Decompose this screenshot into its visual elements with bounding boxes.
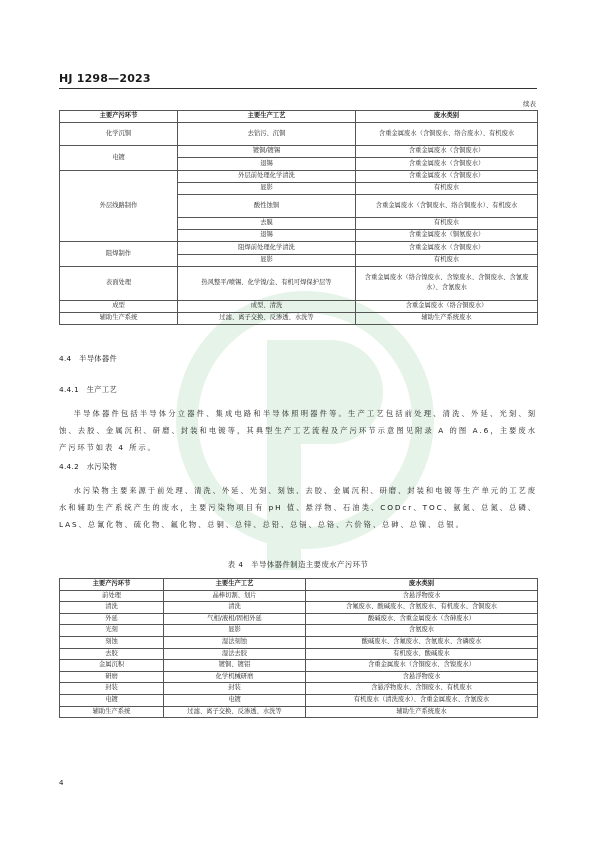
table-row (60, 625, 538, 637)
table-cell: 湿法刻蚀 (164, 636, 306, 648)
table-row (60, 312, 538, 324)
table-cell: 晶棒切割、划片 (164, 590, 306, 602)
table-cell: 电镀 (164, 694, 306, 706)
table-cell: 显影 (178, 254, 356, 266)
table-cell: 去膜 (178, 217, 356, 229)
table-cell: 含重金属废水（含铜废水） (356, 158, 538, 170)
column-header: 主要产污环节 (60, 579, 164, 591)
table-cell: 光刻 (60, 625, 164, 637)
table-cell: 电镀 (60, 146, 178, 170)
table-row (60, 613, 538, 625)
table-cell: 辅助生产系统 (60, 706, 164, 718)
table-cell: 酸碱废水、含氟废水、含氨废水、含磷废水 (306, 636, 538, 648)
table-cell: 外延 (60, 613, 164, 625)
table-cell: 有机废水、酸碱废水 (306, 648, 538, 660)
table-row (60, 590, 538, 602)
table-cell: 有机废水 (356, 217, 538, 229)
table-cell: 化学沉铜 (60, 123, 178, 146)
table-cell: 热风整平/喷锡、化学镍/金、有机可焊保护层等 (178, 266, 356, 300)
table-cell: 清洗 (60, 602, 164, 614)
table-row (60, 266, 538, 300)
table-cell: 去钻污、沉铜 (178, 123, 356, 146)
table-cell: 封装 (164, 683, 306, 695)
table-row (60, 683, 538, 695)
table-row (60, 671, 538, 683)
table-continued-label: 续表 (523, 100, 536, 108)
table-cell: 镀铜/镀锡 (178, 146, 356, 158)
table-cell: 气相/液相/固相外延 (164, 613, 306, 625)
table-cell: 含重金属废水（含铜废水） (356, 146, 538, 158)
table-cell: 含重金属废水（含铜废水） (356, 170, 538, 182)
table-cell: 化学机械研磨 (164, 671, 306, 683)
table-cell: 有机废水 (356, 182, 538, 194)
table-cell: 含重金属废水（络合铜废水） (356, 300, 538, 312)
table-cell: 酸碱废水、含重金属废水（含砷废水） (306, 613, 538, 625)
table-cell: 辅助生产系统废水 (306, 706, 538, 718)
table-row (60, 602, 538, 614)
table-header-row (60, 111, 538, 123)
page-number: 4 (59, 779, 64, 787)
table-cell: 电镀 (60, 694, 164, 706)
table-cell: 含重金属废水（络合镍废水、含镍废水、含铜废水、含氰废水）、含氰废水 (356, 266, 538, 300)
table-row (60, 706, 538, 718)
table-cell: 阻焊前处理化学清洗 (178, 242, 356, 254)
table-cell: 有机废水 (356, 254, 538, 266)
table-cell: 外层线路制作 (60, 170, 178, 242)
section-heading-4-4: 4.4 半导体器件 (59, 354, 118, 363)
table-cell: 含悬浮物废水、含铜废水、有机废水 (306, 683, 538, 695)
table-cell: 成型 (60, 300, 178, 312)
section-heading-4-4-2: 4.4.2 水污染物 (59, 462, 118, 471)
table-cell: 清洗 (164, 602, 306, 614)
table-cell: 显影 (178, 182, 356, 194)
table-cell: 刻蚀 (60, 636, 164, 648)
header-rule (59, 88, 537, 89)
table-cell: 退锡 (178, 158, 356, 170)
table-cell: 含重金属废水（含铜废水、含镍废水） (306, 660, 538, 672)
table-cell: 含重金属废水（含铜废水、络合废水）、有机废水 (356, 123, 538, 146)
table-cell: 含氨废水 (306, 625, 538, 637)
table-row (60, 694, 538, 706)
column-header: 废水类别 (356, 111, 538, 123)
table-cell: 含重金属废水（含铜废水） (356, 242, 538, 254)
table-cell: 含悬浮物废水 (306, 671, 538, 683)
column-header: 废水类别 (306, 579, 538, 591)
table-cell: 阻焊制作 (60, 242, 178, 266)
table-cell: 辅助生产系统废水 (356, 312, 538, 324)
table-cell: 前处理 (60, 590, 164, 602)
table-row (60, 300, 538, 312)
table-header-row (60, 579, 538, 591)
table-4 (59, 578, 538, 718)
table-cell: 金属沉积 (60, 660, 164, 672)
table-cell: 含氟废水、酸碱废水、含氨废水、有机废水、含铜废水 (306, 602, 538, 614)
paragraph-production-process: 半导体器件包括半导体分立器件、集成电路和半导体照明器件等。生产工艺包括前处理、清洗、外延、光刻、刻蚀、去胶、金属沉积、研磨、封装和电镀等，其典型生产工艺流程及产污环节示意图见附录 A 的图 A.6，主要废水产污环节如表 4 所示。 (59, 409, 537, 452)
table-row (60, 123, 538, 146)
table-cell: 含重金属废水（铜氨废水） (356, 230, 538, 242)
table-cell: 过滤、离子交换、反渗透、水洗等 (164, 706, 306, 718)
table-cell: 镀铜、镀铝 (164, 660, 306, 672)
table-row (60, 146, 538, 158)
table-cell: 外层前处理化学清洗 (178, 170, 356, 182)
table-row (60, 242, 538, 254)
table-cell: 含重金属废水（含铜废水、络合铜废水）、有机废水 (356, 194, 538, 217)
table-cell: 过滤、离子交换、反渗透、水洗等 (178, 312, 356, 324)
table-row (60, 170, 538, 182)
table-cell: 显影 (164, 625, 306, 637)
table-cell: 表面处理 (60, 266, 178, 300)
table-cell: 研磨 (60, 671, 164, 683)
column-header: 主要生产工艺 (164, 579, 306, 591)
table-row (60, 648, 538, 660)
table-row (60, 636, 538, 648)
table-4-caption: 表 4 半导体器件制造主要废水产污环节 (227, 560, 369, 569)
table-3-continued (59, 110, 538, 325)
table-cell: 有机废水（清洗废水）、含重金属废水、含氰废水 (306, 694, 538, 706)
table-row (60, 660, 538, 672)
table-cell: 去胶 (60, 648, 164, 660)
table-cell: 含悬浮物废水 (306, 590, 538, 602)
column-header: 主要生产工艺 (178, 111, 356, 123)
column-header: 主要产污环节 (60, 111, 178, 123)
table-cell: 退锡 (178, 230, 356, 242)
paragraph-water-pollutants: 水污染物主要来源于前处理、清洗、外延、光刻、刻蚀、去胶、金属沉积、研磨、封装和电镀等生产单元的工艺废水和辅助生产系统产生的废水，主要污染物项目有 pH 值、悬浮物、石油类、CODcr、TOC、氨氮、总氮、总磷、LAS、总氰化物、硫化物、氟化物、总铜、总锌、总铅、总镉、总铬、六价铬、总砷、总镍、总银。 (59, 486, 537, 529)
table-cell: 酸性蚀铜 (178, 194, 356, 217)
table-cell: 成型、清洗 (178, 300, 356, 312)
table-cell: 湿法去胶 (164, 648, 306, 660)
table-cell: 封装 (60, 683, 164, 695)
section-heading-4-4-1: 4.4.1 生产工艺 (59, 385, 118, 394)
standard-number: HJ 1298—2023 (59, 72, 151, 85)
table-cell: 辅助生产系统 (60, 312, 178, 324)
